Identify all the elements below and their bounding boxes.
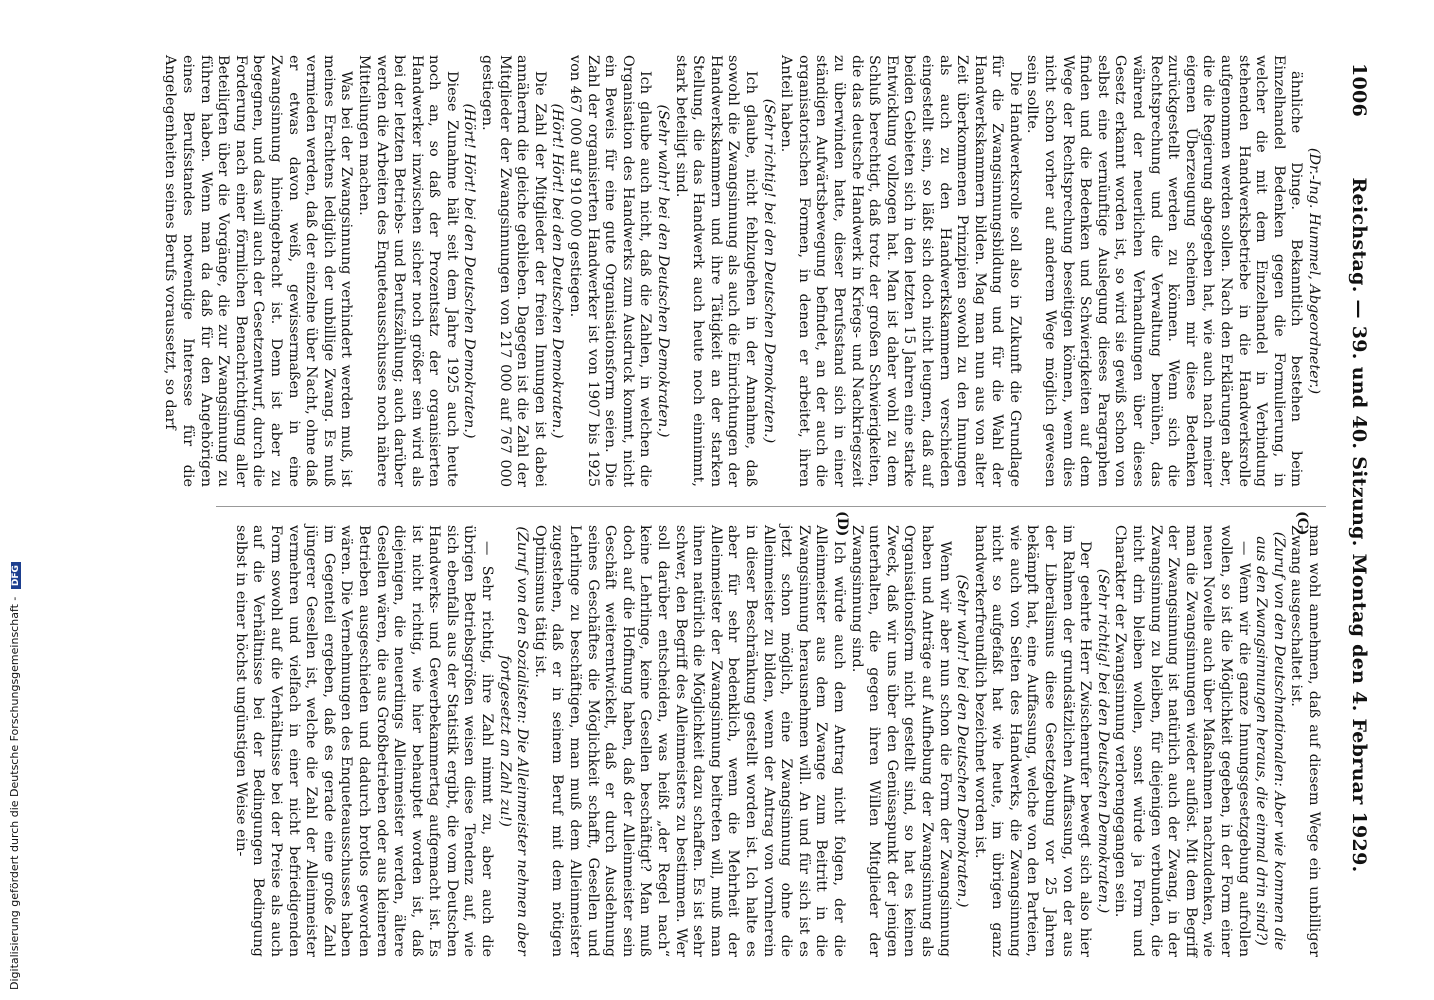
margin-marker-c: (C) xyxy=(1294,511,1310,536)
page-number: 1006 xyxy=(1348,63,1370,118)
digitization-credit xyxy=(8,0,24,990)
paragraph: Diese Zunahme hält seit dem Jahre 1925 auch heute noch an, so daß der Prozentsatz der organisierten Handwerker inzwischen sicher noch größer sein wird als bei der letzten Betriebs- und Berufszählung; auch darüber werden die Arbeiten des Enqueteausschusses noch nähere Mitteilungen machen. xyxy=(355,55,460,487)
margin-marker-d: (D) xyxy=(834,511,850,537)
paragraph: Ich glaube, nicht fehlzugehen in der Annahme, daß sowohl die Zwangsinnung als auch die Einrichtungen der Handwerkskammern und ihre Tätigkeit an der starken Stellung, die das Handwerk auch heute noch einnimmt, stark beteiligt sind. xyxy=(672,55,759,487)
reaction-line: (Zuruf von den Sozialisten: Die Alleinmeister nehmen aber fortgesetzt an Zahl zu!) xyxy=(496,526,531,956)
paragraph: Die Handwerksrolle soll also in Zukunft die Grundlage für die Zwangsinnungsbildung und für die Wahl der Handwerkskammern bilden. Mag man nun aus von alter Zeit überkommenen Prinzipien sowohl zu den Innungen als auch zu den Handwerkskammern verschieden eingestellt sein, so läßt sich doch nicht leugnen, daß auf beiden Gebieten sich in den letzten 15 Jahren eine starke Entwicklung vollzogen hat. Man ist daher wohl zu dem Schluß berechtigt, daß trotz der großen Schwierigkeiten, die das deutsche Handwerk in Kriegs- und Nachkriegszeit zu überwinden hatte, dieser Berufsstand sich in einer ständigen Aufwärtsbewegung befindet, an der auch die organisatorischen Formen, in denen er arbeitet, ihren Anteil haben. xyxy=(778,55,1023,487)
paragraph: — Sehr richtig, ihre Zahl nimmt zu, aber auch die übrigen Betriebsgrößen weisen diese Tendenz auf, wie sich ebenfalls aus der Statistik ergibt, die vom Deutschen Handwerks- und Gewerbekammertag aufgemacht ist. Es ist nicht richtig, wie hier behauptet worden ist, daß diejenigen, die neuerdings Alleinmeister werden, ältere Gesellen wären, die aus Großbetrieben oder aus kleineren Betrieben ausgeschieden und dadurch brotlos geworden wären. Die Vernehmungen des Enqueteausschusses haben im Gegenteil ergeben, daß es gerade eine große Zahl jüngerer Gesellen ist, welche die Zahl der Alleinmeister vermehren und vielfach in einer nicht befriedigenden Form sowohl auf die Verhältnisse bei der Preise als auch auf die Verhältnisse bei der Bedingungen Bedingung selbst in einer höchst ungünstigen Weise ein- xyxy=(232,525,496,957)
paragraph: man wohl annehmen, daß auf diesem Wege ein unbilliger Zwang ausgeschaltet ist. xyxy=(1288,525,1322,957)
paragraph: ähnliche Dinge. Bekanntlich bestehen beim Einzelhandel Bedenken gegen die Formulierung, in welcher die mit dem Einzelhandel in Verbindung stehenden Handwerksbetriebe in die Handwerksrolle aufgenommen werden sollen. Nach den Erklärungen aber, die die Regierung abgegeben hat, wie auch nach meiner eigenen Überzeugung scheinen mir diese Bedenken zurückgestellt werden zu können. Wenn sich die Rechtsprechung und die Verwaltung bemühen, das während der neuerlichen Verhandlungen über dieses Gesetz erkannt worden ist, so wird sie gewiß schon von selbst eine vernünftige Auslegung dieses Paragraphen finden und die Bedenken und Schwierigkeiten auf dem Wege der Rechtsprechung beseitigen können, wenn dies nicht schon vorher auf anderem Wege möglich gewesen sein sollte. xyxy=(1024,55,1305,487)
paragraph: Der geehrte Herr Zwischenrufer bewegt sich also hier im Rahmen der grundsätzlichen Auffassung, von der aus der Liberalismus diese Gesetzgebung vor 25 Jahren bekämpft hat, eine Auffassung, welche von den Parteien, wie auch von Seiten des Handwerks, die Zwangsinnung nicht so aufgefaßt hat wie heute, im übrigen ganz handwerkerfreundlich bezeichnet worden ist. xyxy=(971,525,1094,957)
speaker-line: (Dr.-Ing. Hummel, Abgeordneter.) xyxy=(1306,147,1322,395)
column-divider xyxy=(216,506,1326,507)
paragraph: — Wenn wir die ganze Innungsgesetzgebung aufrollen wollen, so ist die Möglichkeit gegeben, in der Form einer neuen Novelle auch über Maßnahmen nachzudenken, wie man die Zwangsinnungen wieder auflöst. Mit dem Begriff der Zwangsinnung ist natürlich auch der Zwang, in der Zwangsinnung zu bleiben, für diejenigen verbunden, die nicht drin bleiben wollen, sonst würde ja Form und Charakter der Zwangsinnung verlorengegangen sein. xyxy=(1112,525,1252,957)
reaction-line: (Sehr wahr! bei den Deutschen Demokraten.) xyxy=(954,574,971,908)
rotated-scanned-page xyxy=(80,55,1370,995)
page-header xyxy=(1340,55,1370,995)
paragraph: Ich glaube auch nicht, daß die Zahlen, in welchen die Organisation des Handwerks zum Ausdruck kommt, nicht ein Beweis für eine gute Organisationsform seien. Die Zahl der organisierten Handwerker ist von 1907 bis 1925 von 467 000 auf 910 000 gestiegen. xyxy=(567,55,654,487)
reaction-line: (Sehr wahr! bei den Deutschen Demokraten.) xyxy=(655,104,672,438)
paragraph: Wenn wir aber nun schon die Form der Zwangsinnung haben und Anträge auf Aufhebung der Zwangsinnung als Organisationsform nicht gestellt sind, so hat es keinen Zweck, daß wir uns über den Genüsaspunkt der jenigen unterhalten, die gegen ihren Willen Mitglieder der Zwangsinnung sind. xyxy=(848,525,953,957)
reaction-line: (Hört! Hört! bei den Deutschen Demokraten.) xyxy=(461,103,478,439)
paragraph: Die Zahl der Mitglieder der freien Innungen ist dabei annähernd die gleiche geblieben. Dagegen ist die Zahl der Mitglieder der Zwangsinnungen von 217 000 auf 767 000 gestiegen. xyxy=(479,55,548,487)
reaction-line: (Sehr richtig! bei den Deutschen Demokraten.) xyxy=(1094,568,1111,914)
paragraph: Was bei der Zwangsinnung verhindert werden muß, ist meines Erachtens lediglich der unbillige Zwang. Es muß vermieden werden, daß der einzelne über Nacht, ohne daß er etwas davon weiß, gewissermaßen in eine Zwangsinnung hineingebracht ist. Denn ist aber zu begegnen, und das will auch der Gesetzentwurf, durch die Forderung nach einer förmlichen Benachrichtigung aller Beteiligten über die Vorgänge, die zur Zwangsinnung zu führen haben. Wenn man da daß für den Angehörigen eines Berufsstandes notwendige Interesse für die Angelegenheiten seines Berufs voraussetzt, so darf xyxy=(162,55,355,487)
reaction-line: (Hört! Hört! bei den Deutschen Demokraten.) xyxy=(549,103,566,439)
footer-text: Digitalisierung gefördert durch die Deutsche Forschungsgemeinschaft - xyxy=(8,596,21,990)
dfg-logo: DFG xyxy=(11,562,21,589)
reaction-line: (Zuruf von den Deutschnationalen: Aber wie kommen die aus den Zwangsinnungen heraus, die einmal drin sind?) xyxy=(1253,531,1287,951)
header-title: Reichstag. — 39. und 40. Sitzung. Montag den 4. Februar 1929. xyxy=(1348,177,1370,873)
paragraph: Ich würde auch dem Antrag nicht folgen, der die Alleinmeister aus dem Zwange zum Beitritt in die Zwangsinnung herausnehmen will. An und für sich ist es jetzt schon möglich, eine Zwangsinnung ohne die Alleinmeister zu bilden, wenn der Antrag von vornherein in dieser Beschränkung gestellt worden ist. Ich halte es aber für sehr bedenklich, wenn die Mehrheit der Alleinmeister der Zwangsinnung beitreten will, muß man ihnen natürlich die Möglichkeit dazu schaffen. Es ist sehr schwer, den Begriff des Alleinmeisters zu bestimmen. Wer soll darüber entscheiden, was heißt „der Regel nach“ keine Lehrlinge, keine Gesellen beschäftigt? Man muß doch auf die Hoffnung haben, daß der Alleinmeister sein Geschäft weiterentwickelt, daß er durch Ausdehnung seines Geschäftes die Möglichkeit schafft, Gesellen und Lehrlinge zu beschäftigen, man muß dem Alleinmeister zugestehen, daß er in seinem Beruf mit dem nötigen Optimismus tätig ist. xyxy=(531,525,847,957)
left-text-column xyxy=(161,55,1322,487)
reaction-line: (Sehr richtig! bei den Deutschen Demokraten.) xyxy=(760,98,777,444)
right-text-column xyxy=(231,525,1322,957)
